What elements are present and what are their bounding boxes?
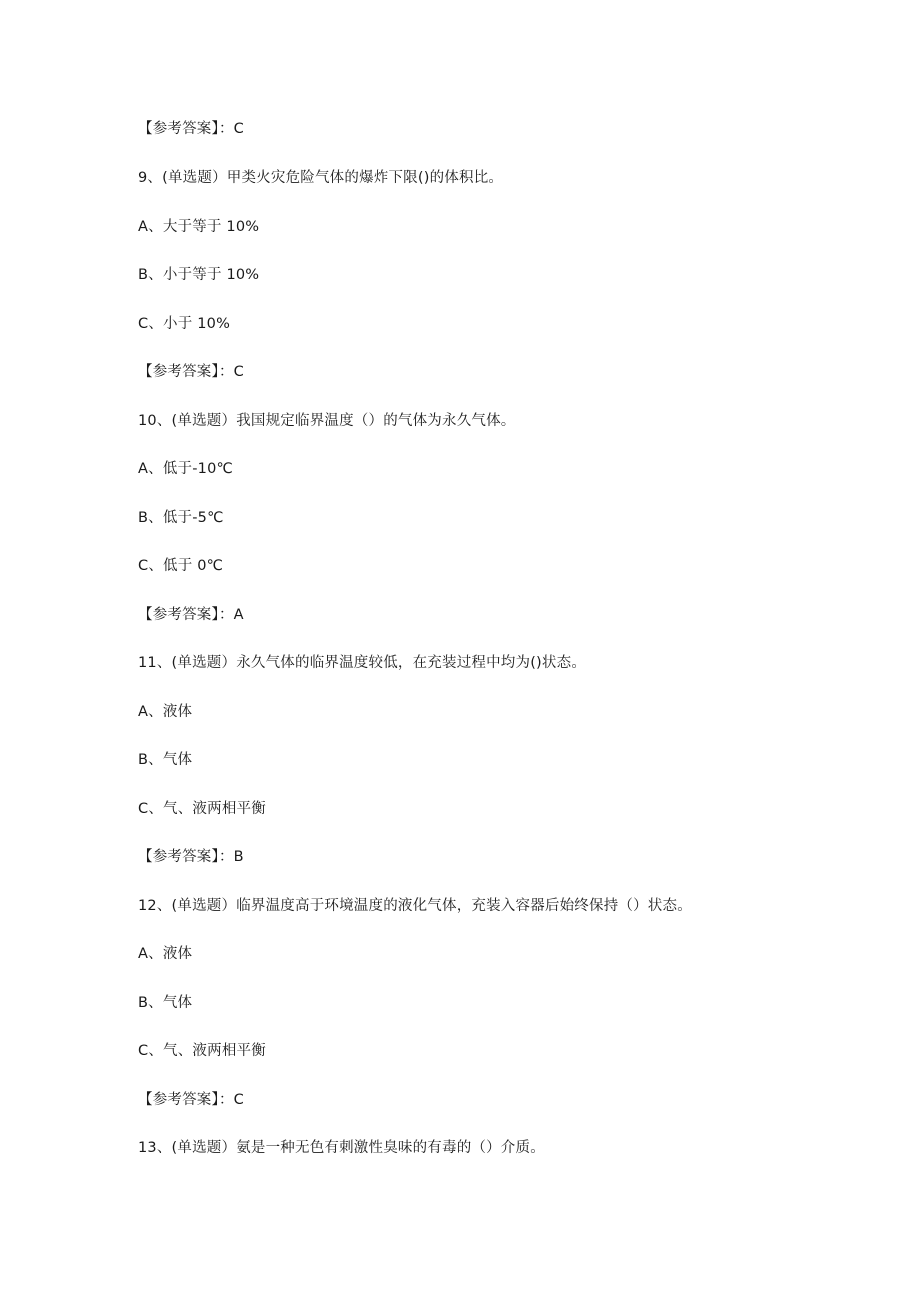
option-a: A、低于-10℃	[138, 461, 233, 477]
option-c: C、低于 0℃	[138, 558, 224, 574]
answer-line	[138, 119, 244, 139]
answer-value: B	[233, 849, 244, 865]
option-c: C、气、液两相平衡	[138, 1043, 266, 1059]
option-b: B、气体	[138, 752, 193, 768]
answer-prefix: 【参考答案】：	[138, 607, 234, 623]
option-a: A、大于等于 10%	[138, 219, 260, 235]
answer-line	[138, 362, 244, 382]
option-c: C、气、液两相平衡	[138, 801, 266, 817]
answer-line	[138, 1090, 244, 1110]
option-c: C、小于 10%	[138, 316, 231, 332]
question-stem: 12、(单选题）临界温度高于环境温度的液化气体，充装入容器后始终保持（）状态。	[138, 898, 692, 914]
answer-prefix: 【参考答案】：	[138, 121, 234, 137]
answer-prefix: 【参考答案】：	[138, 1092, 234, 1108]
option-b: B、气体	[138, 995, 193, 1011]
answer-prefix: 【参考答案】：	[138, 364, 234, 380]
answer-line	[138, 605, 244, 625]
question-stem: 13、(单选题）氨是一种无色有刺激性臭味的有毒的（）介质。	[138, 1140, 545, 1156]
option-a: A、液体	[138, 946, 193, 962]
question-stem: 11、(单选题）永久气体的临界温度较低，在充装过程中均为()状态。	[138, 655, 587, 671]
answer-prefix: 【参考答案】：	[138, 849, 234, 865]
answer-value: C	[233, 121, 244, 137]
option-b: B、小于等于 10%	[138, 267, 260, 283]
option-a: A、液体	[138, 704, 193, 720]
answer-value: C	[233, 1092, 244, 1108]
question-stem: 9、(单选题）甲类火灾危险气体的爆炸下限()的体积比。	[138, 170, 504, 186]
question-stem: 10、(单选题）我国规定临界温度（）的气体为永久气体。	[138, 413, 516, 429]
answer-value: C	[233, 364, 244, 380]
answer-value: A	[233, 607, 244, 623]
option-b: B、低于-5℃	[138, 510, 224, 526]
answer-line	[138, 847, 244, 867]
